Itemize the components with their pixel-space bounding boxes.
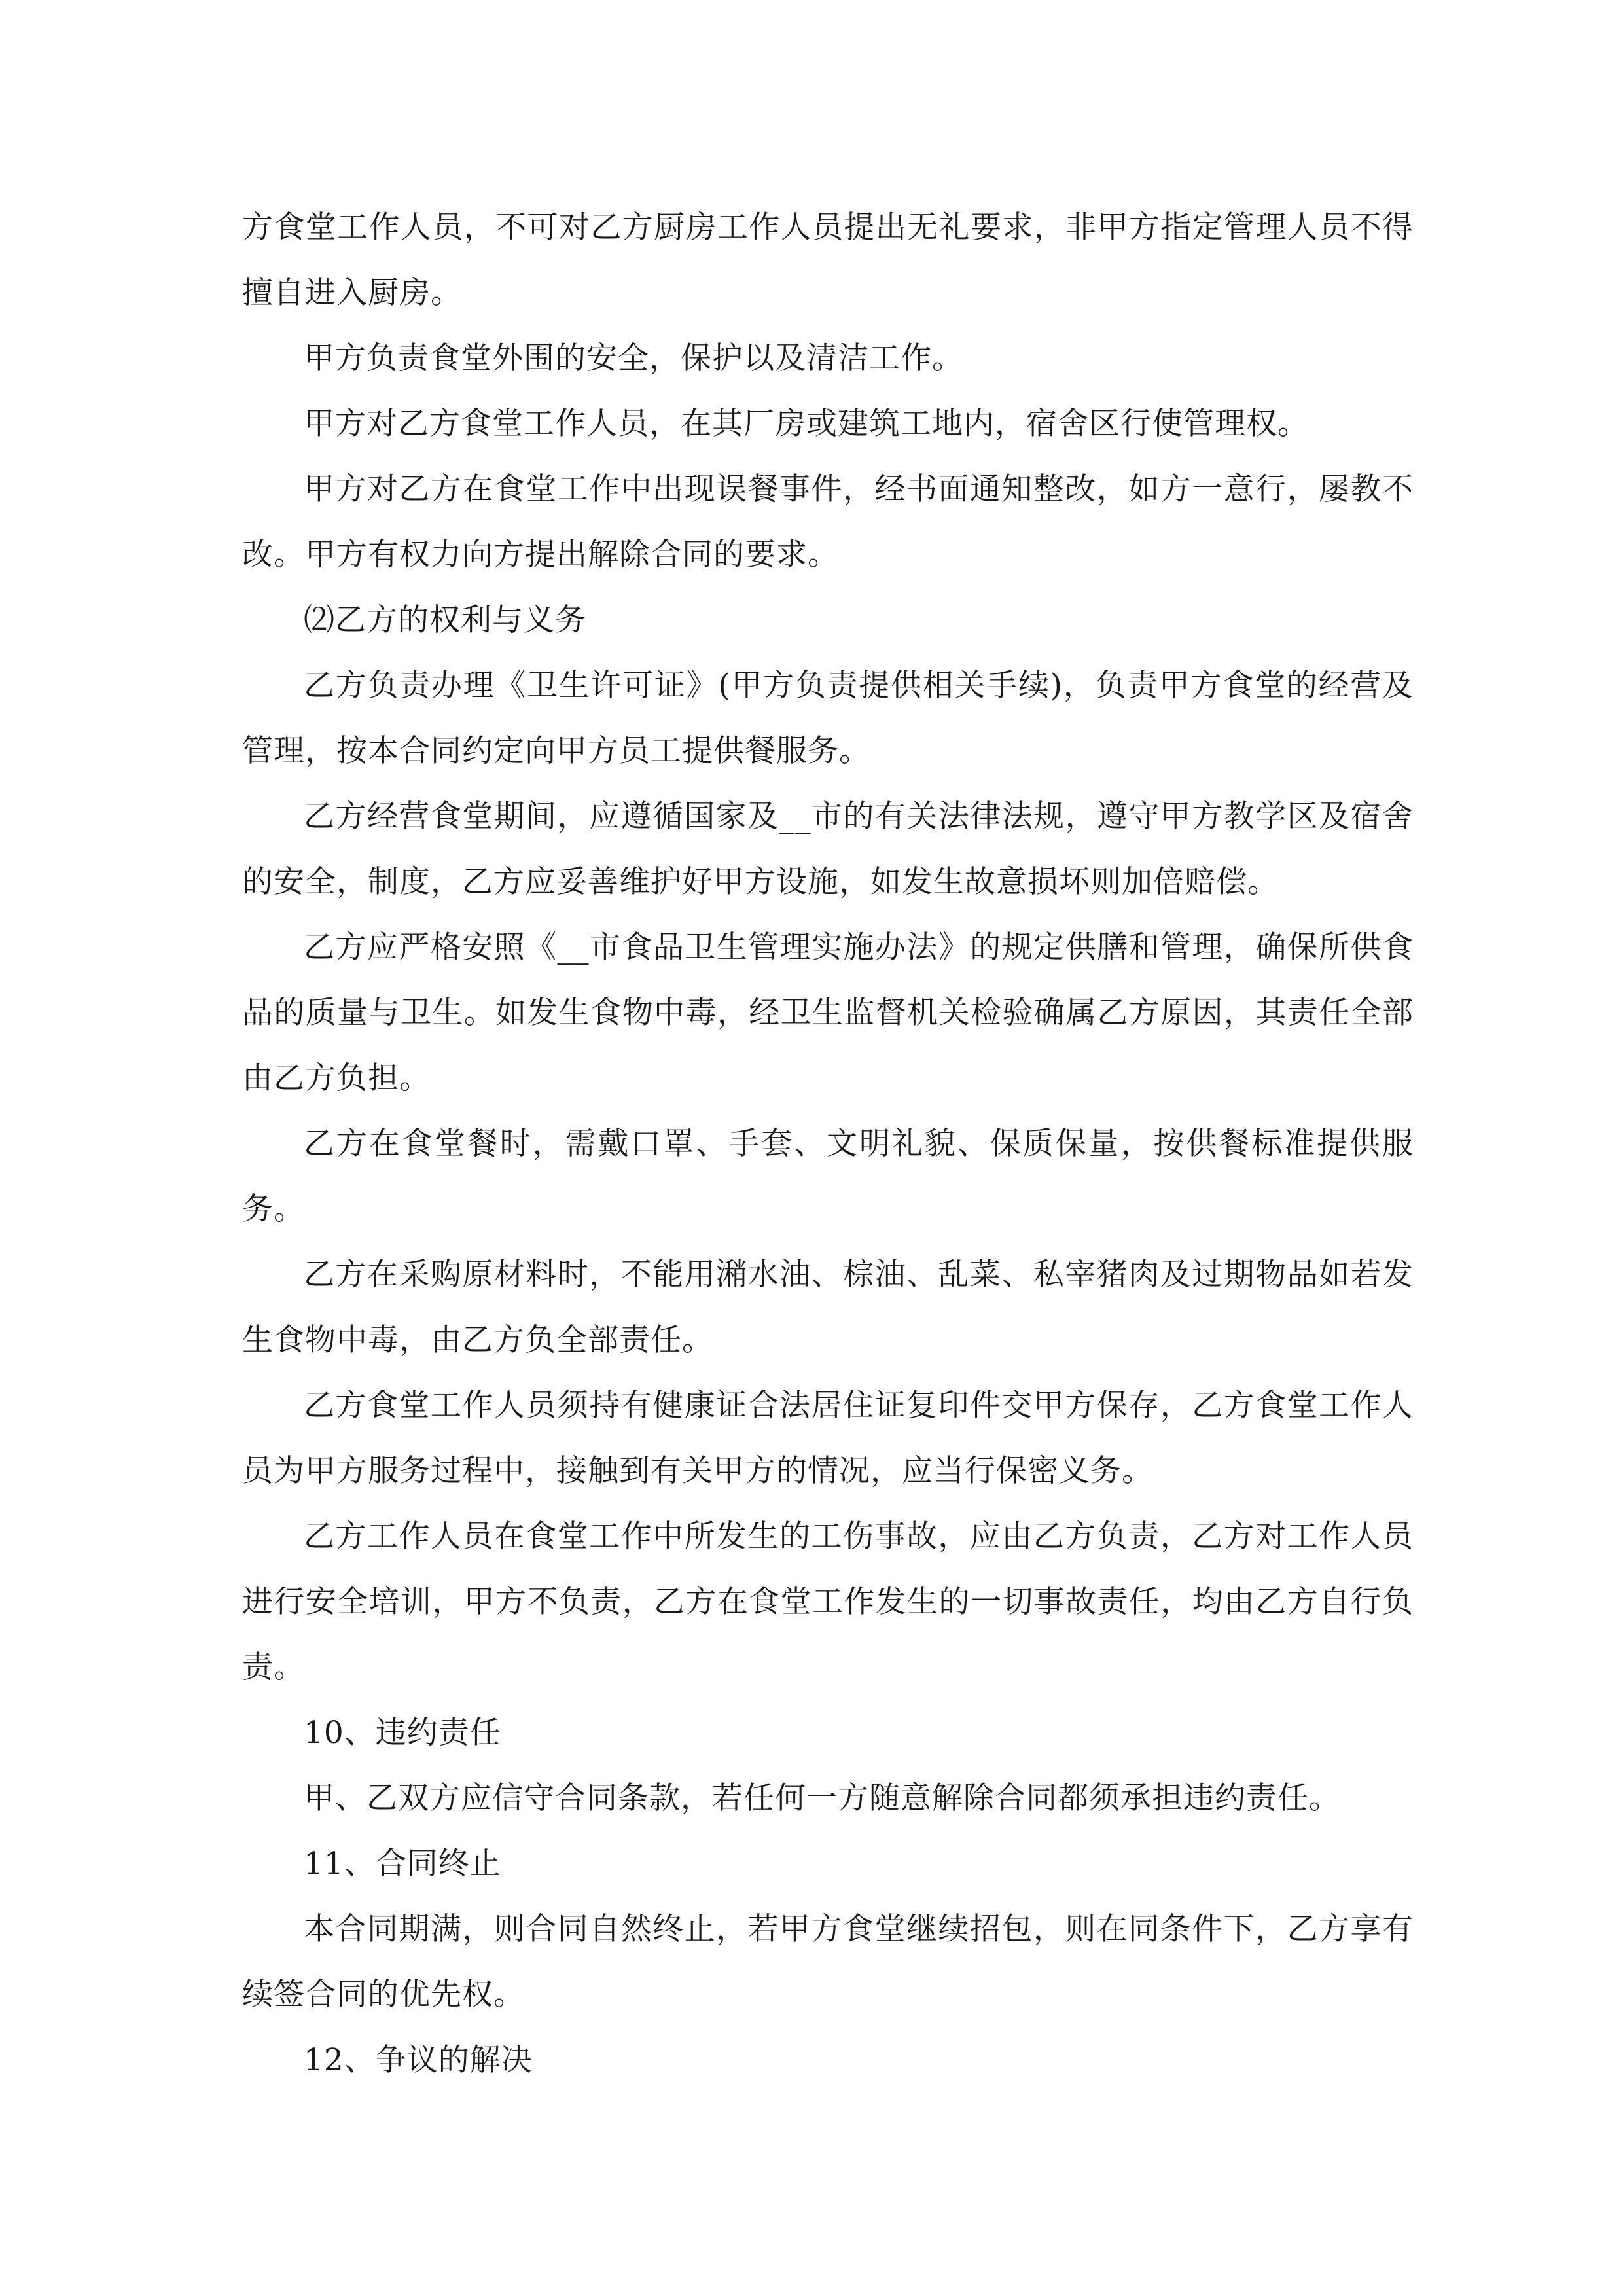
paragraph-party-b-purchasing: 乙方在采购原材料时，不能用潲水油、棕油、乱菜、私宰猪肉及过期物品如若发生食物中毒，由乙方负全部责任。 xyxy=(242,1257,1414,1358)
document-body xyxy=(242,195,1414,2093)
paragraph-party-b-work-injury: 乙方工作人员在食堂工作中所发生的工伤事故，应由乙方负责，乙方对工作人员进行安全培训，甲方不负责，乙方在食堂工作发生的一切事故责任，均由乙方自行负责。 xyxy=(242,1518,1414,1685)
paragraph-contract-expiry: 本合同期满，则合同自然终止，若甲方食堂继续招包，则在同条件下，乙方享有续签合同的优先权。 xyxy=(242,1911,1414,2013)
paragraph-party-a-termination-right: 甲方对乙方在食堂工作中出现误餐事件，经书面通知整改，如方一意行，屡教不改。甲方有权力向方提出解除合同的要求。 xyxy=(242,471,1414,573)
paragraph-party-b-food-safety: 乙方应严格安照《__市食品卫生管理实施办法》的规定供膳和管理，确保所供食品的质量与卫生。如发生食物中毒，经卫生监督机关检验确属乙方原因，其责任全部由乙方负担。 xyxy=(242,929,1414,1096)
paragraph-party-b-health-certificate: 乙方食堂工作人员须持有健康证合法居住证复印件交甲方保存，乙方食堂工作人员为甲方服务过程中，接触到有关甲方的情况，应当行保密义务。 xyxy=(242,1388,1414,1489)
paragraph-breach-liability: 甲、乙双方应信守合同条款，若任何一方随意解除合同都须承担违约责任。 xyxy=(304,1780,1340,1816)
section-heading-termination: 11、合同终止 xyxy=(304,1846,501,1882)
paragraph-party-b-license: 乙方负责办理《卫生许可证》(甲方负责提供相关手续)，负责甲方食堂的经营及管理，按本合同约定向甲方员工提供餐服务。 xyxy=(242,668,1414,769)
section-heading-breach: 10、违约责任 xyxy=(304,1715,501,1751)
paragraph-canteen-staff: 方食堂工作人员，不可对乙方厨房工作人员提出无礼要求，非甲方指定管理人员不得擅自进入厨房。 xyxy=(242,209,1414,311)
paragraph-party-a-security: 甲方负责食堂外围的安全，保护以及清洁工作。 xyxy=(304,340,963,376)
paragraph-party-b-compliance: 乙方经营食堂期间，应遵循国家及__市的有关法律法规，遵守甲方教学区及宿舍的安全，制度，乙方应妥善维护好甲方设施，如发生故意损坏则加倍赔偿。 xyxy=(242,798,1414,900)
section-heading-party-b-rights: ⑵乙方的权利与义务 xyxy=(304,602,586,638)
paragraph-party-a-management: 甲方对乙方食堂工作人员，在其厂房或建筑工地内，宿舍区行使管理权。 xyxy=(304,406,1309,442)
section-heading-dispute: 12、争议的解决 xyxy=(304,2042,533,2078)
paragraph-party-b-service-standard: 乙方在食堂餐时，需戴口罩、手套、文明礼貌、保质保量，按供餐标准提供服务。 xyxy=(242,1126,1414,1227)
